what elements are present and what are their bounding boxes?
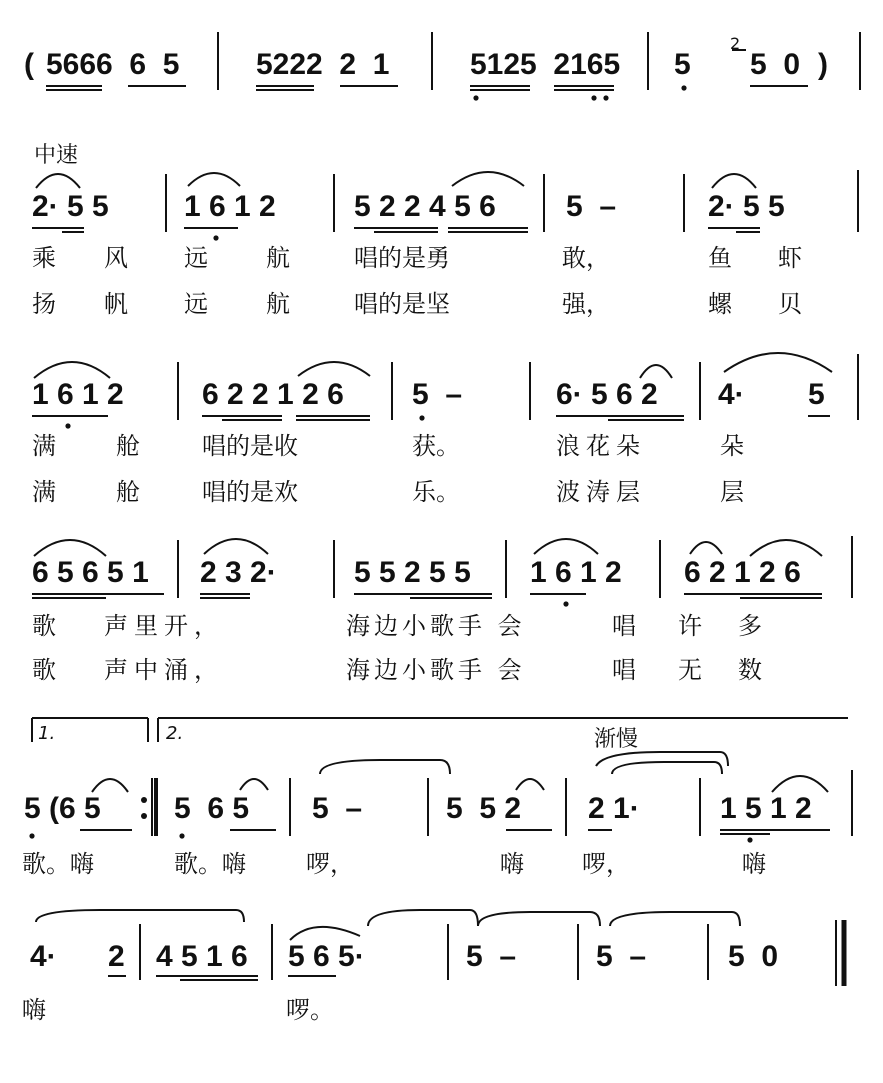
row5-measure-4: 5 – bbox=[466, 940, 517, 973]
row1-lyric1-7: 鱼 bbox=[708, 244, 732, 272]
row4-measure-6: 1 5 1 2 bbox=[720, 792, 812, 825]
row3-lyric1-1: 歌 bbox=[32, 612, 56, 640]
row4-measure-2: 5 6 5 bbox=[174, 792, 250, 825]
row1-lyric2-1: 扬 bbox=[32, 290, 56, 318]
row3-lyric2-2: 声中涌， bbox=[104, 656, 224, 684]
volta-2-label: 2. bbox=[166, 723, 184, 744]
row2-measure-4: 6· 5 6 2 bbox=[556, 378, 658, 411]
row2-lyric1-2: 舱 bbox=[116, 432, 140, 460]
row4-lyric-3: 啰， bbox=[306, 850, 354, 878]
row2-lyric2-4: 乐。 bbox=[412, 478, 460, 506]
row1-lyric1-4: 航 bbox=[266, 244, 290, 272]
row1-measure-5: 2· 5 5 bbox=[708, 190, 785, 223]
row1-lyric2-6: 强， bbox=[562, 290, 610, 318]
row1-lyric1-1: 乘 bbox=[32, 244, 56, 272]
row4-measure-5: 2 1· bbox=[588, 792, 640, 825]
row5-measure-6: 5 0 bbox=[728, 940, 779, 973]
intro-measure-1: 5666 6 5 bbox=[46, 48, 180, 81]
intro-close-paren: ) bbox=[818, 48, 828, 81]
row3-measure-5: 6 2 1 2 6 bbox=[684, 556, 801, 589]
row3-lyric2-1: 歌 bbox=[32, 656, 56, 684]
row4-measure-1: 5 (6 5 bbox=[24, 792, 101, 825]
row1-lyric1-5: 唱的是勇 bbox=[354, 244, 450, 272]
row2-measure-5b: 5 bbox=[808, 378, 825, 411]
row3-measure-4: 1 6 1 2 bbox=[530, 556, 622, 589]
row5-measure-1b: 2 bbox=[108, 940, 125, 973]
row4-measure-4: 5 5 2 bbox=[446, 792, 522, 825]
tempo-marking: 中速 bbox=[34, 143, 79, 168]
row3-measure-3: 5 5 2 5 5 bbox=[354, 556, 471, 589]
row3-lyric2-3: 海边小歌手 会 bbox=[346, 656, 526, 684]
row4-lyric-4: 嗨 bbox=[500, 850, 524, 878]
row1-lyric2-8: 贝 bbox=[778, 290, 802, 318]
intro-measure-2: 5222 2 1 bbox=[256, 48, 390, 81]
row4-lyric-2: 歌。嗨 bbox=[174, 850, 246, 878]
row3-measure-2: 2 3 2· bbox=[200, 556, 277, 589]
row4-lyric-5: 啰， bbox=[582, 850, 630, 878]
row1-measure-2: 1 6 1 2 bbox=[184, 190, 276, 223]
row1-lyric1-6: 敢， bbox=[562, 244, 610, 272]
row4-measure-3: 5 – bbox=[312, 792, 363, 825]
row1-lyric1-8: 虾 bbox=[778, 244, 802, 272]
row1-measure-1: 2· 5 5 bbox=[32, 190, 109, 223]
row2-measure-3: 5 – bbox=[412, 378, 463, 411]
row5-measure-3: 5 6 5· bbox=[288, 940, 365, 973]
row1-measure-4: 5 – bbox=[566, 190, 617, 223]
intro-measure-3: 5125 2165 bbox=[470, 48, 621, 81]
row3-measure-1: 6 5 6 5 1 bbox=[32, 556, 149, 589]
volta-1-label: 1. bbox=[38, 723, 56, 744]
row3-lyric2-4: 唱 bbox=[612, 656, 636, 684]
row3-lyric1-6: 多 bbox=[738, 612, 762, 640]
intro-open-paren: ( bbox=[24, 48, 34, 81]
row2-lyric2-6: 层 bbox=[720, 478, 744, 506]
row1-lyric2-5: 唱的是坚 bbox=[354, 290, 450, 318]
row4-lyric-6: 嗨 bbox=[742, 850, 766, 878]
row2-lyric1-1: 满 bbox=[32, 432, 56, 460]
row3-lyric1-3: 海边小歌手 会 bbox=[346, 612, 526, 640]
intro-measure-4: 5 bbox=[674, 48, 691, 81]
row2-measure-2: 6 2 2 1 2 6 bbox=[202, 378, 344, 411]
row1-lyric2-3: 远 bbox=[184, 290, 208, 318]
intro-last-notes: 5 0 bbox=[750, 48, 801, 81]
row5-lyric-2: 啰。 bbox=[286, 996, 334, 1024]
row3-lyric1-4: 唱 bbox=[612, 612, 636, 640]
row5-measure-5: 5 – bbox=[596, 940, 647, 973]
row2-lyric2-2: 舱 bbox=[116, 478, 140, 506]
intro-grace-number: 2 bbox=[730, 34, 741, 53]
row2-lyric1-5: 浪花朵 bbox=[556, 432, 646, 460]
row4-lyric-1: 歌。嗨 bbox=[22, 850, 94, 878]
row1-lyric2-7: 螺 bbox=[708, 290, 732, 318]
row2-lyric1-3: 唱的是收 bbox=[202, 432, 298, 460]
row2-measure-1: 1 6 1 2 bbox=[32, 378, 124, 411]
row1-lyric2-4: 航 bbox=[266, 290, 290, 318]
row3-lyric1-2: 声里开， bbox=[104, 612, 224, 640]
row2-lyric2-1: 满 bbox=[32, 478, 56, 506]
row2-lyric2-5: 波涛层 bbox=[556, 478, 646, 506]
row2-lyric1-4: 获。 bbox=[412, 432, 460, 460]
row3-lyric1-5: 许 bbox=[678, 612, 702, 640]
row1-lyric1-2: 风 bbox=[104, 244, 128, 272]
row5-measure-2: 4 5 1 6 bbox=[156, 940, 248, 973]
row2-lyric1-6: 朵 bbox=[720, 432, 744, 460]
row1-measure-3: 5 2 2 4 5 6 bbox=[354, 190, 496, 223]
row1-lyric2-2: 帆 bbox=[104, 290, 128, 318]
row5-measure-1a: 4· bbox=[30, 940, 57, 973]
row2-measure-5a: 4· bbox=[718, 378, 745, 411]
tempo-change-marking: 渐慢 bbox=[594, 727, 639, 752]
row3-lyric2-5: 无 bbox=[678, 656, 702, 684]
row3-lyric2-6: 数 bbox=[738, 656, 762, 684]
row2-lyric2-3: 唱的是欢 bbox=[202, 478, 298, 506]
row1-lyric1-3: 远 bbox=[184, 244, 208, 272]
row5-lyric-1: 嗨 bbox=[22, 996, 46, 1024]
